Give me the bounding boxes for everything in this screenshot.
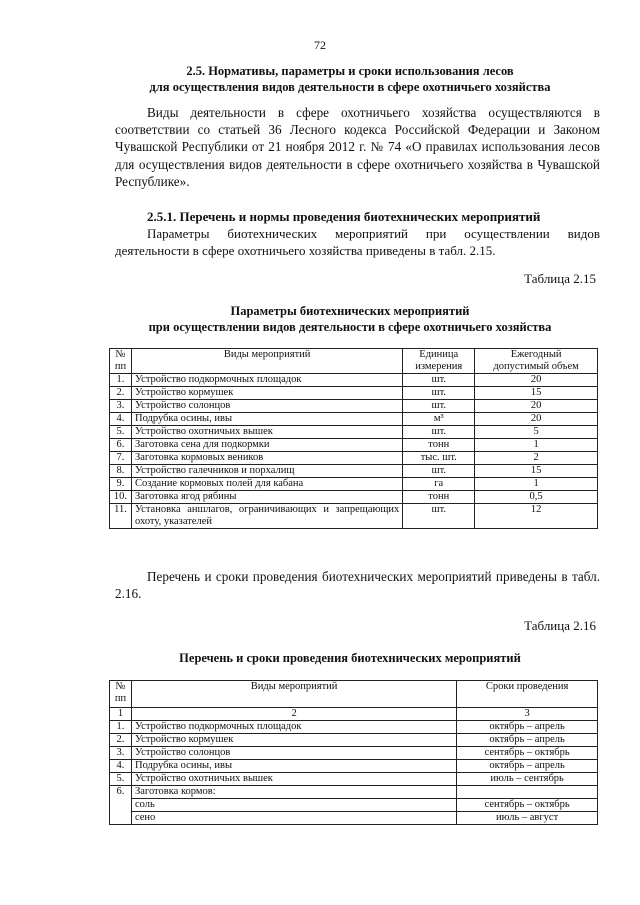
- table-2-16: [109, 680, 598, 825]
- mid-paragraph: Перечень и сроки проведения биотехнических мероприятий приведены в табл. 2.16.: [115, 569, 600, 602]
- table-row: 1. Устройство подкормочных площадок шт. 20: [110, 374, 598, 387]
- table-2-15: [109, 348, 598, 529]
- page-number: 72: [314, 38, 326, 52]
- header-kind: Виды мероприятий: [131, 681, 456, 708]
- table-row: 1. Устройство подкормочных площадок октябрь – апрель: [110, 721, 598, 734]
- intro-paragraph: Виды деятельности в сфере охотничьего хозяйства осуществляются в соответствии со статьей 36 Лесного кодекса Российской Федерации и Законом Чувашской Республики от 21 ноября 2012 г. № 74 «О правилах использования лесов для осуществления видов деятельности в сфере охотничьего хозяйства в Чувашской Республике».: [115, 105, 600, 189]
- header-unit: Единица измерения: [403, 349, 475, 374]
- subsection-text: Параметры биотехнических мероприятий при осуществлении видов деятельности в сфере охотничьего хозяйства приведены в табл. 2.15.: [115, 226, 600, 258]
- table-row: 4. Подрубка осины, ивы октябрь – апрель: [110, 760, 598, 773]
- table-row: 10. Заготовка ягод рябины тонн 0,5: [110, 491, 598, 504]
- table-header-row: [110, 349, 598, 374]
- table-row: 9. Создание кормовых полей для кабана га 1: [110, 478, 598, 491]
- table-row: 3. Устройство солонцов шт. 20: [110, 400, 598, 413]
- header-num: № пп: [110, 681, 132, 708]
- header-num: № пп: [110, 349, 132, 374]
- table-subrow: сено июль – август: [110, 812, 598, 825]
- table-row: 8. Устройство галечников и порхалищ шт. 15: [110, 465, 598, 478]
- table-row: 2. Устройство кормушек октябрь – апрель: [110, 734, 598, 747]
- table-row: 2. Устройство кормушек шт. 15: [110, 387, 598, 400]
- header-term: Сроки проведения: [457, 681, 598, 708]
- subsection: [115, 208, 600, 259]
- table-row: 11. Установка аншлагов, ограничивающих и запрещающих охоту, указателей шт. 12: [110, 504, 598, 529]
- table-label-1: Таблица 2.15: [524, 271, 596, 286]
- subsection-title: 2.5.1. Перечень и нормы проведения биотехнических мероприятий: [147, 209, 541, 224]
- table-row: 3. Устройство солонцов сентябрь – октябрь: [110, 747, 598, 760]
- table-row: 6. Заготовка сена для подкормки тонн 1: [110, 439, 598, 452]
- table-header-row: [110, 681, 598, 708]
- table-row: 4. Подрубка осины, ивы м³ 20: [110, 413, 598, 426]
- table-row: 5. Устройство охотничьих вышек шт. 5: [110, 426, 598, 439]
- section-title: 2.5. Нормативы, параметры и сроки использования лесов для осуществления видов деятельности в сфере охотничьего хозяйства: [149, 64, 551, 94]
- table-row: 6. Заготовка кормов:: [110, 786, 598, 799]
- table-label-2: Таблица 2.16: [524, 618, 596, 633]
- table-row: 7. Заготовка кормовых веников тыс. шт. 2: [110, 452, 598, 465]
- table-title-2: Перечень и сроки проведения биотехнических мероприятий: [179, 651, 521, 665]
- table-title-1: Параметры биотехнических мероприятий при осуществлении видов деятельности в сфере охотничьего хозяйства: [148, 304, 552, 334]
- header-kind: Виды мероприятий: [131, 349, 402, 374]
- table-subrow: соль сентябрь – октябрь: [110, 799, 598, 812]
- column-numbers-row: 1 2 3: [110, 708, 598, 721]
- header-norm: Ежегодный допустимый объем: [475, 349, 598, 374]
- table-row: 5. Устройство охотничьих вышек июль – сентябрь: [110, 773, 598, 786]
